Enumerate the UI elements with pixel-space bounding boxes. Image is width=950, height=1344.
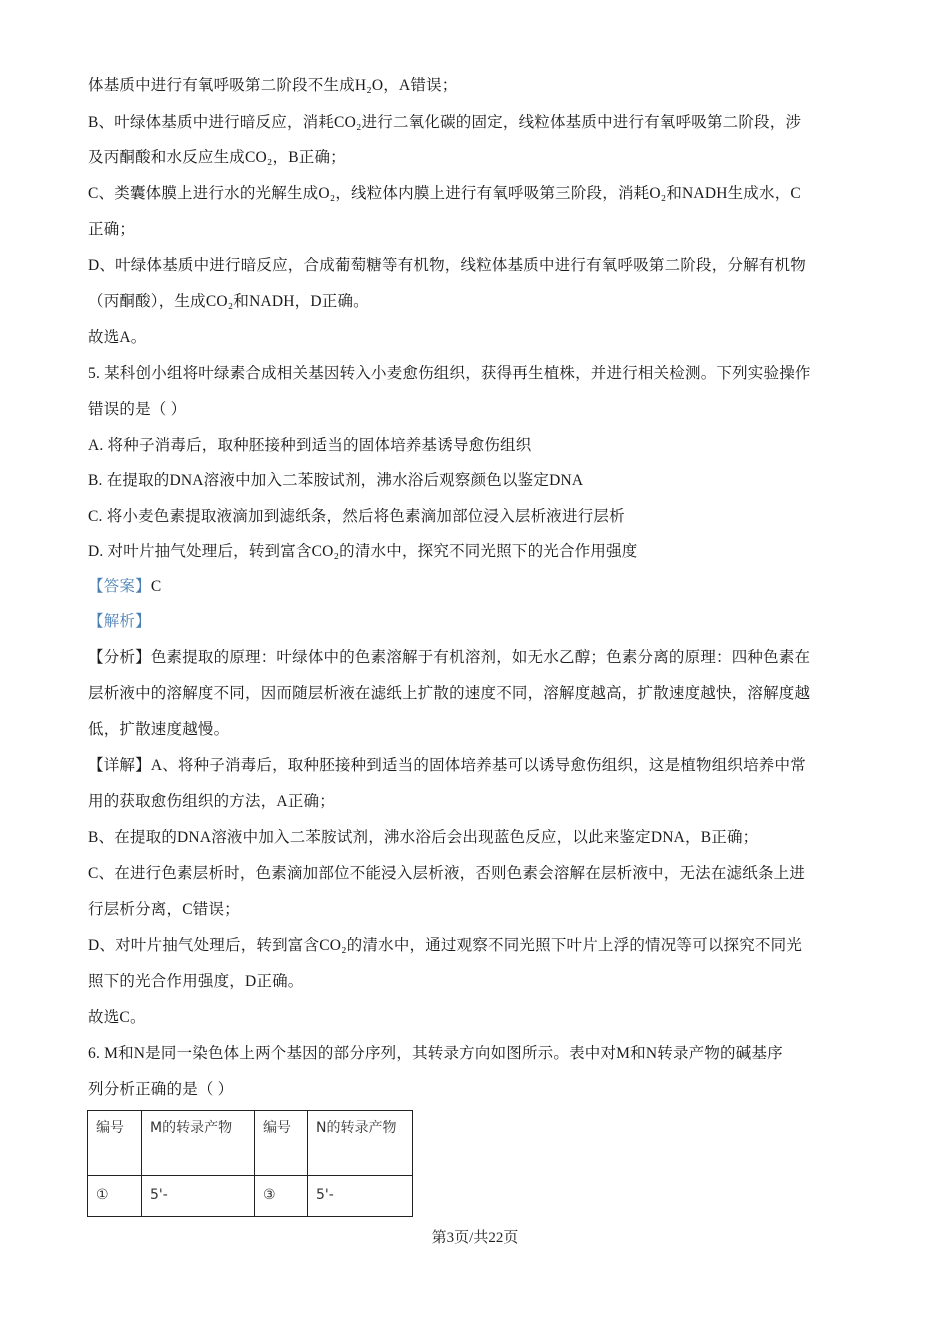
xiangjie-line (88, 756, 868, 776)
question-6-stem: 6. M和N是同一染色体上两个基因的部分序列，其转录方向如图所示。表中对M和N转录产物的碱基序 (88, 1045, 783, 1062)
answer-line (88, 577, 868, 597)
text-line: 体基质中进行有氧呼吸第二阶段不生成H₂O，A错误； (88, 77, 458, 94)
table-header-row (88, 1111, 413, 1176)
analysis-label: 【解析】 (88, 613, 151, 630)
question-5-stem: 5. 某科创小组将叶绿素合成相关基因转入小麦愈伤组织，获得再生植株，并进行相关检测。下列实验操作 (88, 365, 811, 382)
fenxi-line: 低，扩散速度越慢。 (88, 721, 230, 738)
answer-value: C (150, 578, 162, 595)
text-line: 正确； (88, 221, 136, 238)
option-a: A. 将种子消毒后，取种胚接种到适当的固体培养基诱导愈伤组织 (88, 437, 532, 454)
table-cell: 5'- (142, 1176, 255, 1217)
fenxi-line (88, 648, 868, 668)
table-cell: ③ (255, 1176, 308, 1217)
xiangjie-label: 【详解】 (88, 757, 151, 774)
table-header-cell: N的转录产物 (308, 1111, 413, 1176)
table-header-cell: 编号 (255, 1111, 308, 1176)
question-6-stem-cont: 列分析正确的是（ ） (88, 1081, 234, 1098)
answer-label: 【答案】 (88, 578, 151, 595)
fenxi-label: 【分析】 (88, 649, 151, 666)
transcription-table (87, 1110, 413, 1217)
xiangjie-line: B、在提取的DNA溶液中加入二苯胺试剂，沸水浴后会出现蓝色反应，以此来鉴定DNA，B正确； (88, 829, 759, 846)
table-header-cell: M的转录产物 (142, 1111, 255, 1176)
text-line: D、叶绿体基质中进行暗反应，合成葡萄糖等有机物，线粒体基质中进行有氧呼吸第二阶段，分解有机物 (88, 257, 806, 274)
option-d: D. 对叶片抽气处理后，转到富含CO₂的清水中，探究不同光照下的光合作用强度 (88, 543, 638, 560)
page-number: 第3页/共22页 (431, 1230, 519, 1246)
option-c: C. 将小麦色素提取液滴加到滤纸条，然后将色素滴加部位浸入层析液进行层析 (88, 508, 625, 525)
final-choice: 故选A。 (88, 329, 147, 346)
xiangjie-line: D、对叶片抽气处理后，转到富含CO₂的清水中，通过观察不同光照下叶片上浮的情况等可以探究不同光 (88, 937, 803, 954)
table-header-cell: 编号 (88, 1111, 142, 1176)
question-5-stem-cont: 错误的是（ ） (88, 401, 187, 418)
fenxi-line: 层析液中的溶解度不同，因而随层析液在滤纸上扩散的速度不同，溶解度越高，扩散速度越快，溶解度越 (88, 685, 811, 702)
text-line: （丙酮酸），生成CO₂和NADH，D正确。 (88, 293, 369, 310)
xiangjie-line: C、在进行色素层析时，色素滴加部位不能浸入层析液，否则色素会溶解在层析液中，无法在滤纸条上进 (88, 865, 806, 882)
xiangjie-text: A、将种子消毒后，取种胚接种到适当的固体培养基可以诱导愈伤组织，这是植物组织培养中常 (150, 757, 806, 774)
xiangjie-line: 行层析分离，C错误； (88, 901, 240, 918)
xiangjie-line: 用的获取愈伤组织的方法，A正确； (88, 793, 335, 810)
table-cell: ① (88, 1176, 142, 1217)
text-line: 及丙酮酸和水反应生成CO₂，B正确； (88, 149, 346, 166)
table-row (88, 1176, 413, 1217)
text-line: C、类囊体膜上进行水的光解生成O₂，线粒体内膜上进行有氧呼吸第三阶段，消耗O₂和NADH生成水，C (88, 185, 801, 202)
text-line: B、叶绿体基质中进行暗反应，消耗CO₂进行二氧化碳的固定，线粒体基质中进行有氧呼吸第二阶段，涉 (88, 114, 802, 131)
option-b: B. 在提取的DNA溶液中加入二苯胺试剂，沸水浴后观察颜色以鉴定DNA (88, 472, 584, 489)
analysis-heading (88, 612, 868, 632)
fenxi-text: 色素提取的原理：叶绿体中的色素溶解于有机溶剂，如无水乙醇；色素分离的原理：四种色素在 (150, 649, 811, 666)
table-cell: 5'- (308, 1176, 413, 1217)
final-choice: 故选C。 (88, 1009, 146, 1026)
xiangjie-line: 照下的光合作用强度，D正确。 (88, 973, 304, 990)
